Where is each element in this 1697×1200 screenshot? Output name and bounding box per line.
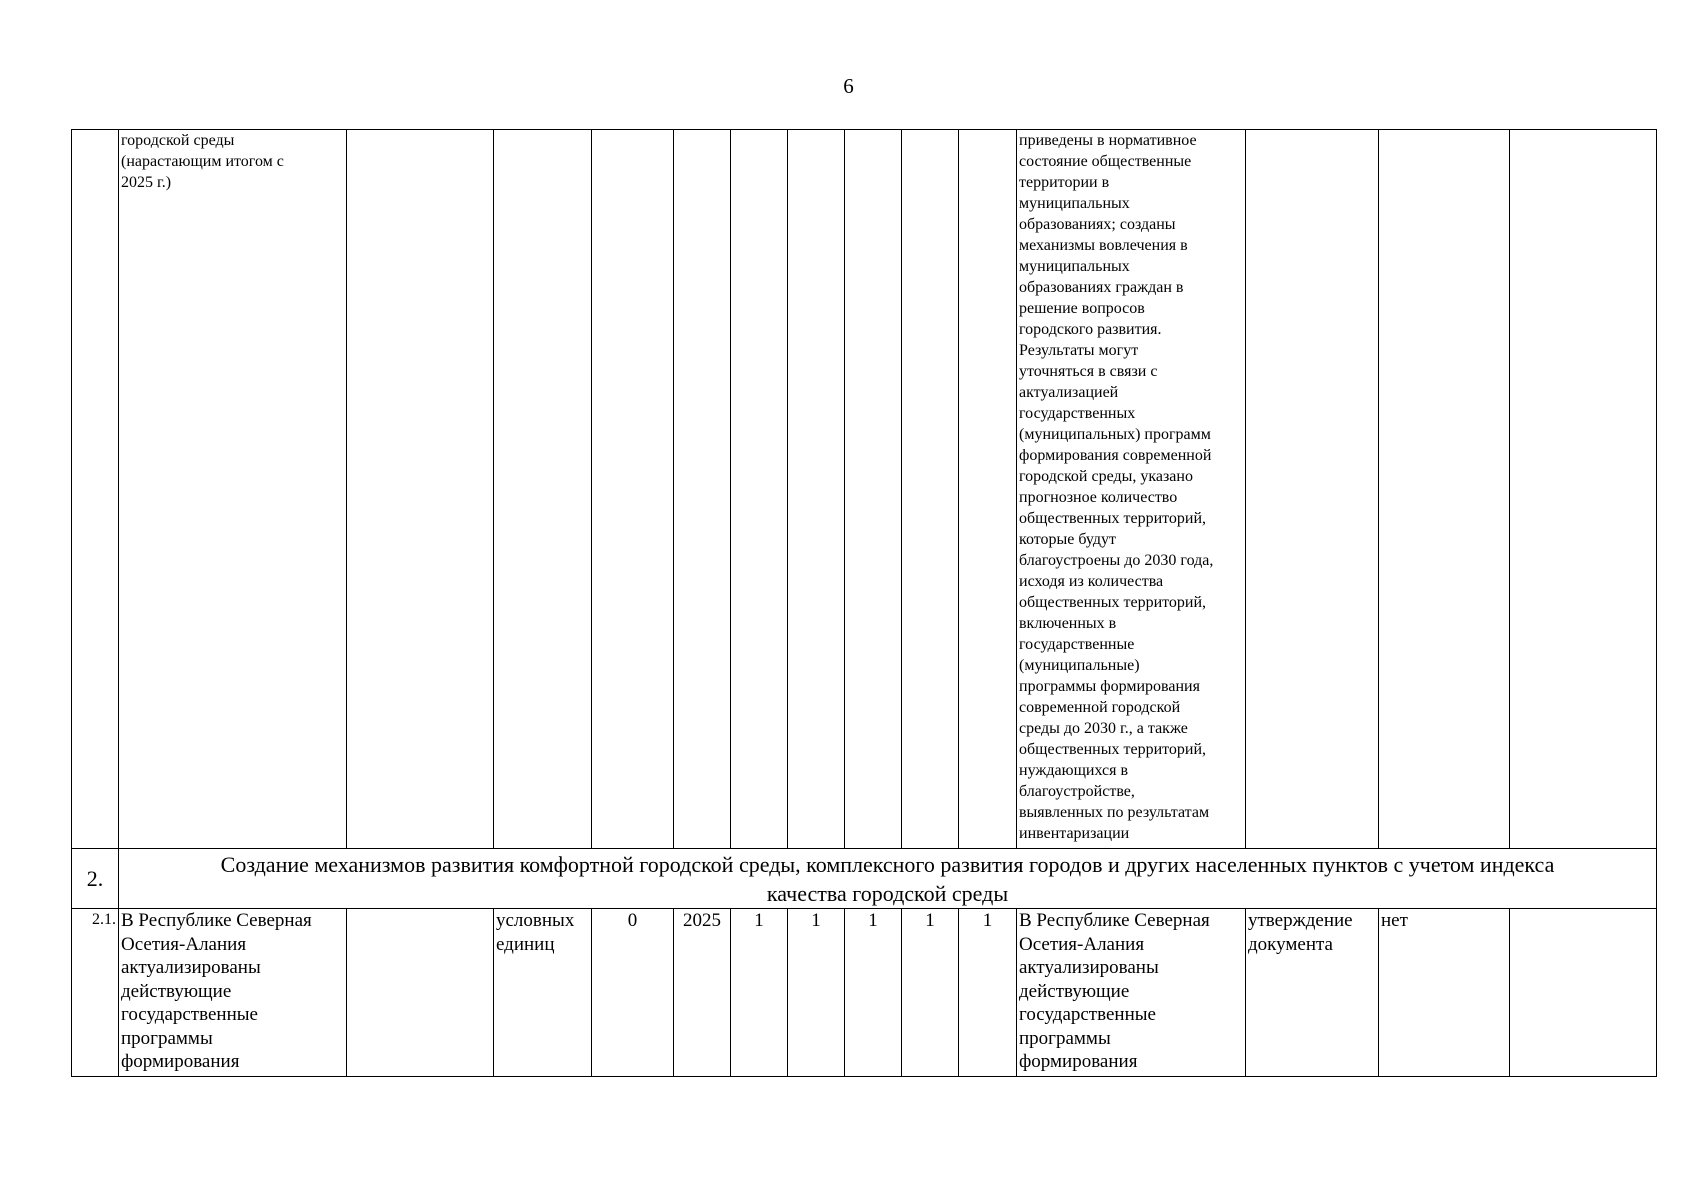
result-line: приведены в нормативное bbox=[1019, 132, 1197, 149]
result-line: (муниципальные) bbox=[1019, 657, 1140, 674]
result-line: среды до 2030 г., а также bbox=[1019, 720, 1188, 737]
result-line: образованиях; созданы bbox=[1019, 216, 1176, 233]
cell-indicator bbox=[119, 130, 347, 849]
result-line: включенных в bbox=[1019, 615, 1117, 632]
cell-empty bbox=[845, 130, 902, 849]
cell-year-value: 1 bbox=[731, 909, 788, 1077]
indicator-line: актуализированы bbox=[121, 957, 261, 978]
cell-empty bbox=[592, 130, 674, 849]
result-line: В Республике Северная bbox=[1019, 910, 1210, 931]
cell-index bbox=[72, 130, 119, 849]
result-line: прогнозное количество bbox=[1019, 489, 1178, 506]
cell-empty bbox=[959, 130, 1017, 849]
result-line: благоустройстве, bbox=[1019, 783, 1135, 800]
result-line: Результаты могут bbox=[1019, 342, 1139, 359]
indicator-line: (нарастающим итогом с bbox=[121, 153, 284, 170]
result-line: нуждающихся в bbox=[1019, 762, 1129, 779]
result-line: общественных территорий, bbox=[1019, 741, 1207, 758]
indicator-line: формирования bbox=[121, 1051, 240, 1072]
cell-indicator bbox=[119, 909, 347, 1077]
cell-empty bbox=[731, 130, 788, 849]
result-line: механизмы вовлечения в bbox=[1019, 237, 1188, 254]
unit-line: условных bbox=[496, 910, 575, 931]
row-number: 2.1. bbox=[72, 909, 119, 1077]
cell-empty bbox=[347, 909, 494, 1077]
result-line: муниципальных bbox=[1019, 195, 1130, 212]
indicator-line: Осетия-Алания bbox=[121, 933, 247, 955]
cell-unit bbox=[494, 909, 592, 1077]
result-line: территории в bbox=[1019, 174, 1110, 191]
result-line: муниципальных bbox=[1019, 258, 1130, 275]
characteristic-line: документа bbox=[1248, 933, 1333, 955]
result-line: государственные bbox=[1019, 1004, 1156, 1025]
cell-empty bbox=[347, 130, 494, 849]
cell-year-value: 1 bbox=[902, 909, 959, 1077]
result-line: актуализированы bbox=[1019, 957, 1159, 978]
result-line: государственные bbox=[1019, 636, 1135, 653]
cell-empty bbox=[1510, 909, 1657, 1077]
result-line: городского развития. bbox=[1019, 321, 1162, 338]
cell-year-value: 1 bbox=[845, 909, 902, 1077]
indicator-line: программы bbox=[121, 1027, 213, 1049]
result-line: выявленных по результатам bbox=[1019, 804, 1210, 821]
result-line: общественных территорий, bbox=[1019, 510, 1207, 527]
result-line: инвентаризации bbox=[1019, 825, 1130, 842]
cell-characteristic bbox=[1246, 909, 1379, 1077]
result-line: программы формирования bbox=[1019, 678, 1200, 695]
section-heading-row bbox=[72, 849, 1657, 909]
result-line: общественных территорий, bbox=[1019, 594, 1207, 611]
result-line: решение вопросов bbox=[1019, 300, 1145, 317]
indicator-line: В Республике Северная bbox=[121, 910, 312, 931]
result-line: современной городской bbox=[1019, 699, 1181, 716]
section-number: 2. bbox=[72, 849, 119, 909]
result-line: уточняться в связи с bbox=[1019, 363, 1158, 380]
cell-base-year: 2025 bbox=[674, 909, 731, 1077]
result-line: (муниципальных) программ bbox=[1019, 426, 1211, 443]
indicator-line: действующие bbox=[121, 980, 232, 1002]
result-line: которые будут bbox=[1019, 531, 1117, 548]
indicator-line: государственные bbox=[121, 1004, 258, 1025]
result-line: программы bbox=[1019, 1027, 1111, 1049]
cell-flag: нет bbox=[1379, 909, 1510, 1077]
cell-empty bbox=[1379, 130, 1510, 849]
result-line: городской среды, указано bbox=[1019, 468, 1193, 485]
cell-base-value: 0 bbox=[592, 909, 674, 1077]
result-line: государственных bbox=[1019, 405, 1136, 422]
indicators-table bbox=[71, 129, 1657, 1077]
cell-year-value: 1 bbox=[959, 909, 1017, 1077]
cell-empty bbox=[1510, 130, 1657, 849]
table-row-continuation bbox=[72, 130, 1657, 849]
section-title-line: качества городской среды bbox=[766, 880, 1009, 906]
cell-empty bbox=[788, 130, 845, 849]
indicator-line: 2025 г.) bbox=[121, 174, 172, 191]
characteristic-line: утверждение bbox=[1248, 910, 1353, 931]
cell-year-value: 1 bbox=[788, 909, 845, 1077]
cell-empty bbox=[1246, 130, 1379, 849]
section-title-line: Создание механизмов развития комфортной городской среды, комплексного развития городов и других населенных пунктов с учетом индекса bbox=[220, 851, 1555, 877]
table-row-2-1 bbox=[72, 909, 1657, 1077]
indicator-line: городской среды bbox=[121, 132, 235, 149]
cell-empty bbox=[674, 130, 731, 849]
cell-empty bbox=[902, 130, 959, 849]
result-line: образованиях граждан в bbox=[1019, 279, 1184, 296]
result-line: формирования современной bbox=[1019, 447, 1212, 464]
result-line: действующие bbox=[1019, 980, 1130, 1002]
result-line: Осетия-Алания bbox=[1019, 933, 1145, 955]
section-title bbox=[119, 849, 1657, 909]
unit-line: единиц bbox=[496, 933, 555, 955]
result-line: состояние общественные bbox=[1019, 153, 1192, 170]
result-line: исходя из количества bbox=[1019, 573, 1164, 590]
page-number: 6 bbox=[843, 74, 854, 98]
result-line: благоустроены до 2030 года, bbox=[1019, 552, 1214, 569]
result-line: формирования bbox=[1019, 1051, 1138, 1072]
cell-result bbox=[1017, 909, 1246, 1077]
cell-result bbox=[1017, 130, 1246, 849]
result-line: актуализацией bbox=[1019, 384, 1119, 401]
cell-empty bbox=[494, 130, 592, 849]
